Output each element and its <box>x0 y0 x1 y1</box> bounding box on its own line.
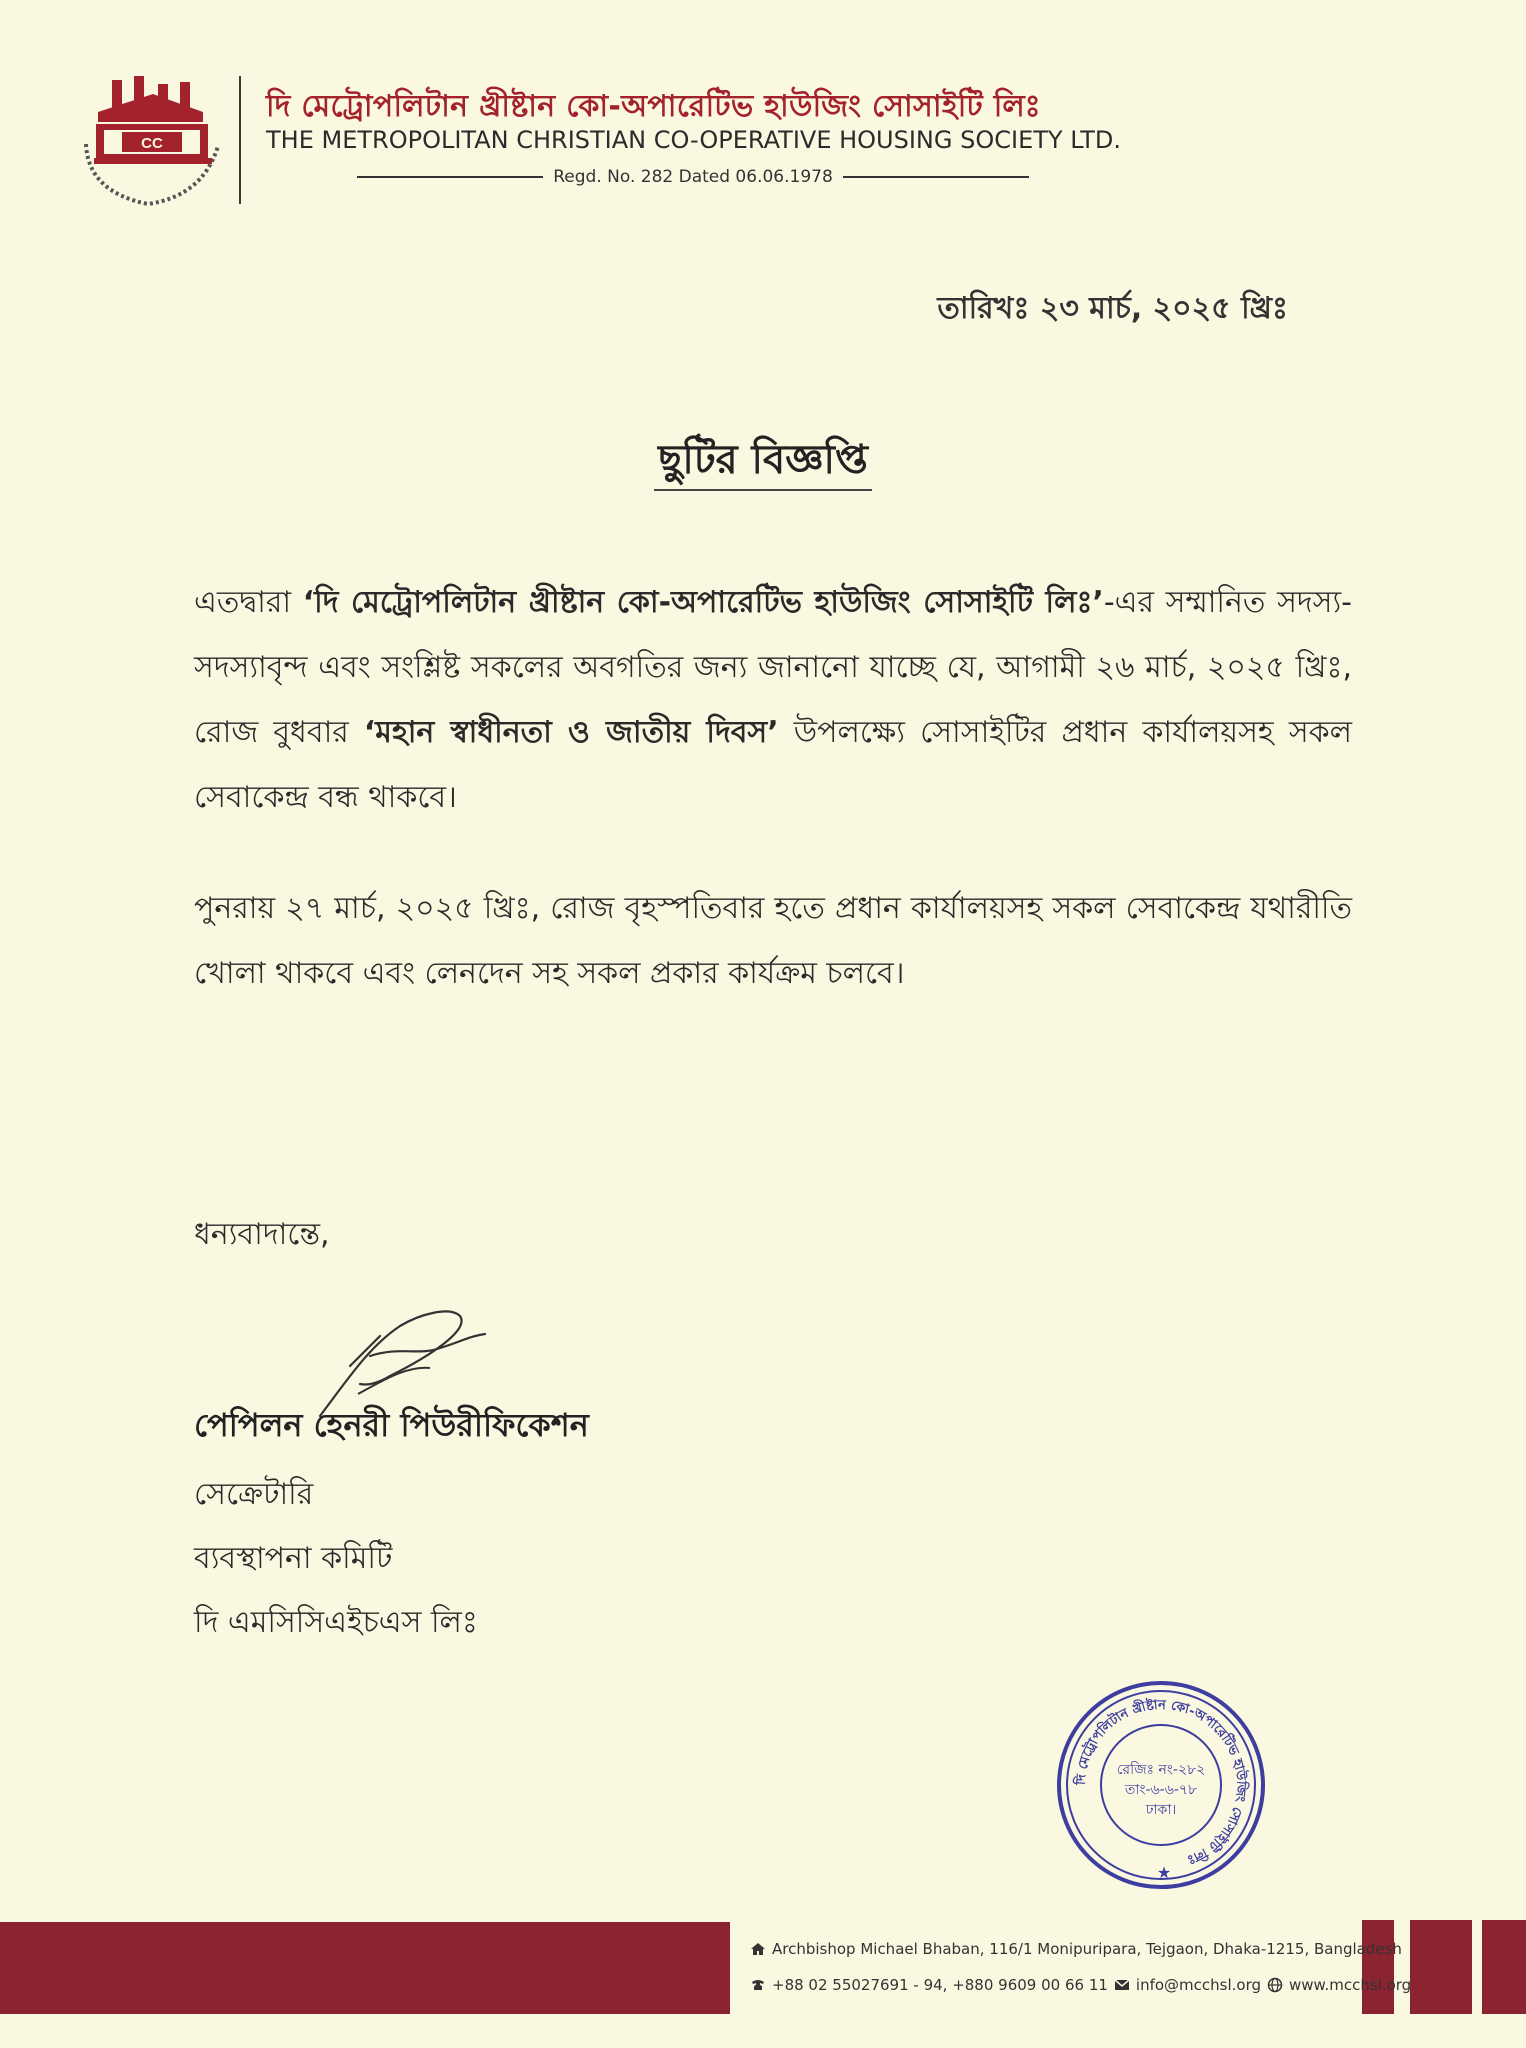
footer-phone: +88 02 55027691 - 94, +880 9609 00 66 11 <box>772 1976 1108 1994</box>
thanks-line: ধন্যবাদান্তে, <box>194 1217 330 1252</box>
footer-website[interactable]: www.mcchsl.org <box>1289 1976 1412 1994</box>
society-logo <box>78 72 228 212</box>
society-name-bangla: দি মেট্রোপলিটান খ্রীষ্টান কো-অপারেটিভ হাউজিং সোসাইটি লিঃ <box>266 89 1041 124</box>
paragraph-2: পুনরায় ২৭ মার্চ, ২০২৫ খ্রিঃ, রোজ বৃহস্পতিবার হতে প্রধান কার্যালয়সহ সকল সেবাকেন্দ্র যথারীতি খোলা থাকবে এবং লেনদেন সহ সকল প্রকার কার্যক্রম চলবে। <box>194 891 1352 991</box>
notice-title-text: ছুটির বিজ্ঞপ্তি <box>654 437 872 491</box>
footer-contact-line <box>750 1976 1411 1994</box>
footer-email[interactable]: info@mcchsl.org <box>1135 1976 1262 1994</box>
footer-bar <box>0 1922 730 2014</box>
society-seal-stamp <box>1054 1678 1268 1892</box>
footer-stripe <box>1362 1920 1394 2014</box>
mail-icon <box>1114 1977 1130 1993</box>
p1-holiday-name: ‘মহান স্বাধীনতা ও জাতীয় দিবস’ <box>363 715 779 750</box>
signatory-name: পেপিলন হেনরী পিউরীফিকেশন <box>194 1406 589 1444</box>
regd-rule-right <box>843 176 1029 178</box>
registration-line <box>357 164 1029 190</box>
seal-city: ঢাকা। <box>1145 1802 1177 1818</box>
p1-mid: -এর সম্মানিত সদস্য-সদস্যাবৃন্দ এবং সংশ্লিষ্ট সকলের অবগতির জন্য জানানো যাচ্ছে যে, আগামী ২৬ মার্চ, ২০২৫ খ্রিঃ, রোজ বুধবার <box>194 585 1352 750</box>
seal-ring-text: দি মেট্রোপলিটান খ্রীষ্টান কো-অপারেটিভ হাউজিং সোসাইটি লিঃ <box>1073 1697 1249 1868</box>
footer-address-line <box>750 1940 1402 1958</box>
footer-address: Archbishop Michael Bhaban, 116/1 Monipuripara, Tejgaon, Dhaka-1215, Bangladesh <box>772 1940 1402 1958</box>
signatory-designation: সেক্রেটারি <box>194 1477 314 1512</box>
regd-rule-left <box>357 176 543 178</box>
header-divider <box>239 76 241 204</box>
registration-text: Regd. No. 282 Dated 06.06.1978 <box>553 167 833 187</box>
p1-tail: উপলক্ষ্যে সোসাইটির প্রধান কার্যালয়সহ সকল সেবাকেন্দ্র বন্ধ থাকবে। <box>194 715 1352 815</box>
footer-stripe <box>1482 1920 1526 2014</box>
logo-cc-text: CC <box>141 135 163 152</box>
seal-star-icon: ★ <box>1156 1863 1172 1882</box>
notice-title <box>0 428 1526 495</box>
p1-org-name: ‘দি মেট্রোপলিটান খ্রীষ্টান কো-অপারেটিভ হাউজিং সোসাইটি লিঃ’ <box>302 585 1104 620</box>
signatory-organization: দি এমসিসিএইচএস লিঃ <box>194 1605 478 1640</box>
footer-stripe <box>1410 1920 1472 2014</box>
paragraph-1 <box>194 570 1352 830</box>
seal-reg-date: তাং-৬-৬-৭৮ <box>1124 1782 1198 1798</box>
home-icon <box>750 1941 766 1957</box>
notice-date: তারিখঃ ২৩ মার্চ, ২০২৫ খ্রিঃ <box>937 291 1288 326</box>
p1-lead: এতদ্বারা <box>194 585 303 620</box>
phone-icon <box>750 1977 766 1993</box>
seal-reg-no: রেজিঃ নং-২৮২ <box>1116 1762 1206 1778</box>
globe-icon <box>1267 1977 1283 1993</box>
society-name-english: THE METROPOLITAN CHRISTIAN CO-OPERATIVE HOUSING SOCIETY LTD. <box>266 126 1122 154</box>
signatory-committee: ব্যবস্থাপনা কমিটি <box>194 1541 393 1576</box>
